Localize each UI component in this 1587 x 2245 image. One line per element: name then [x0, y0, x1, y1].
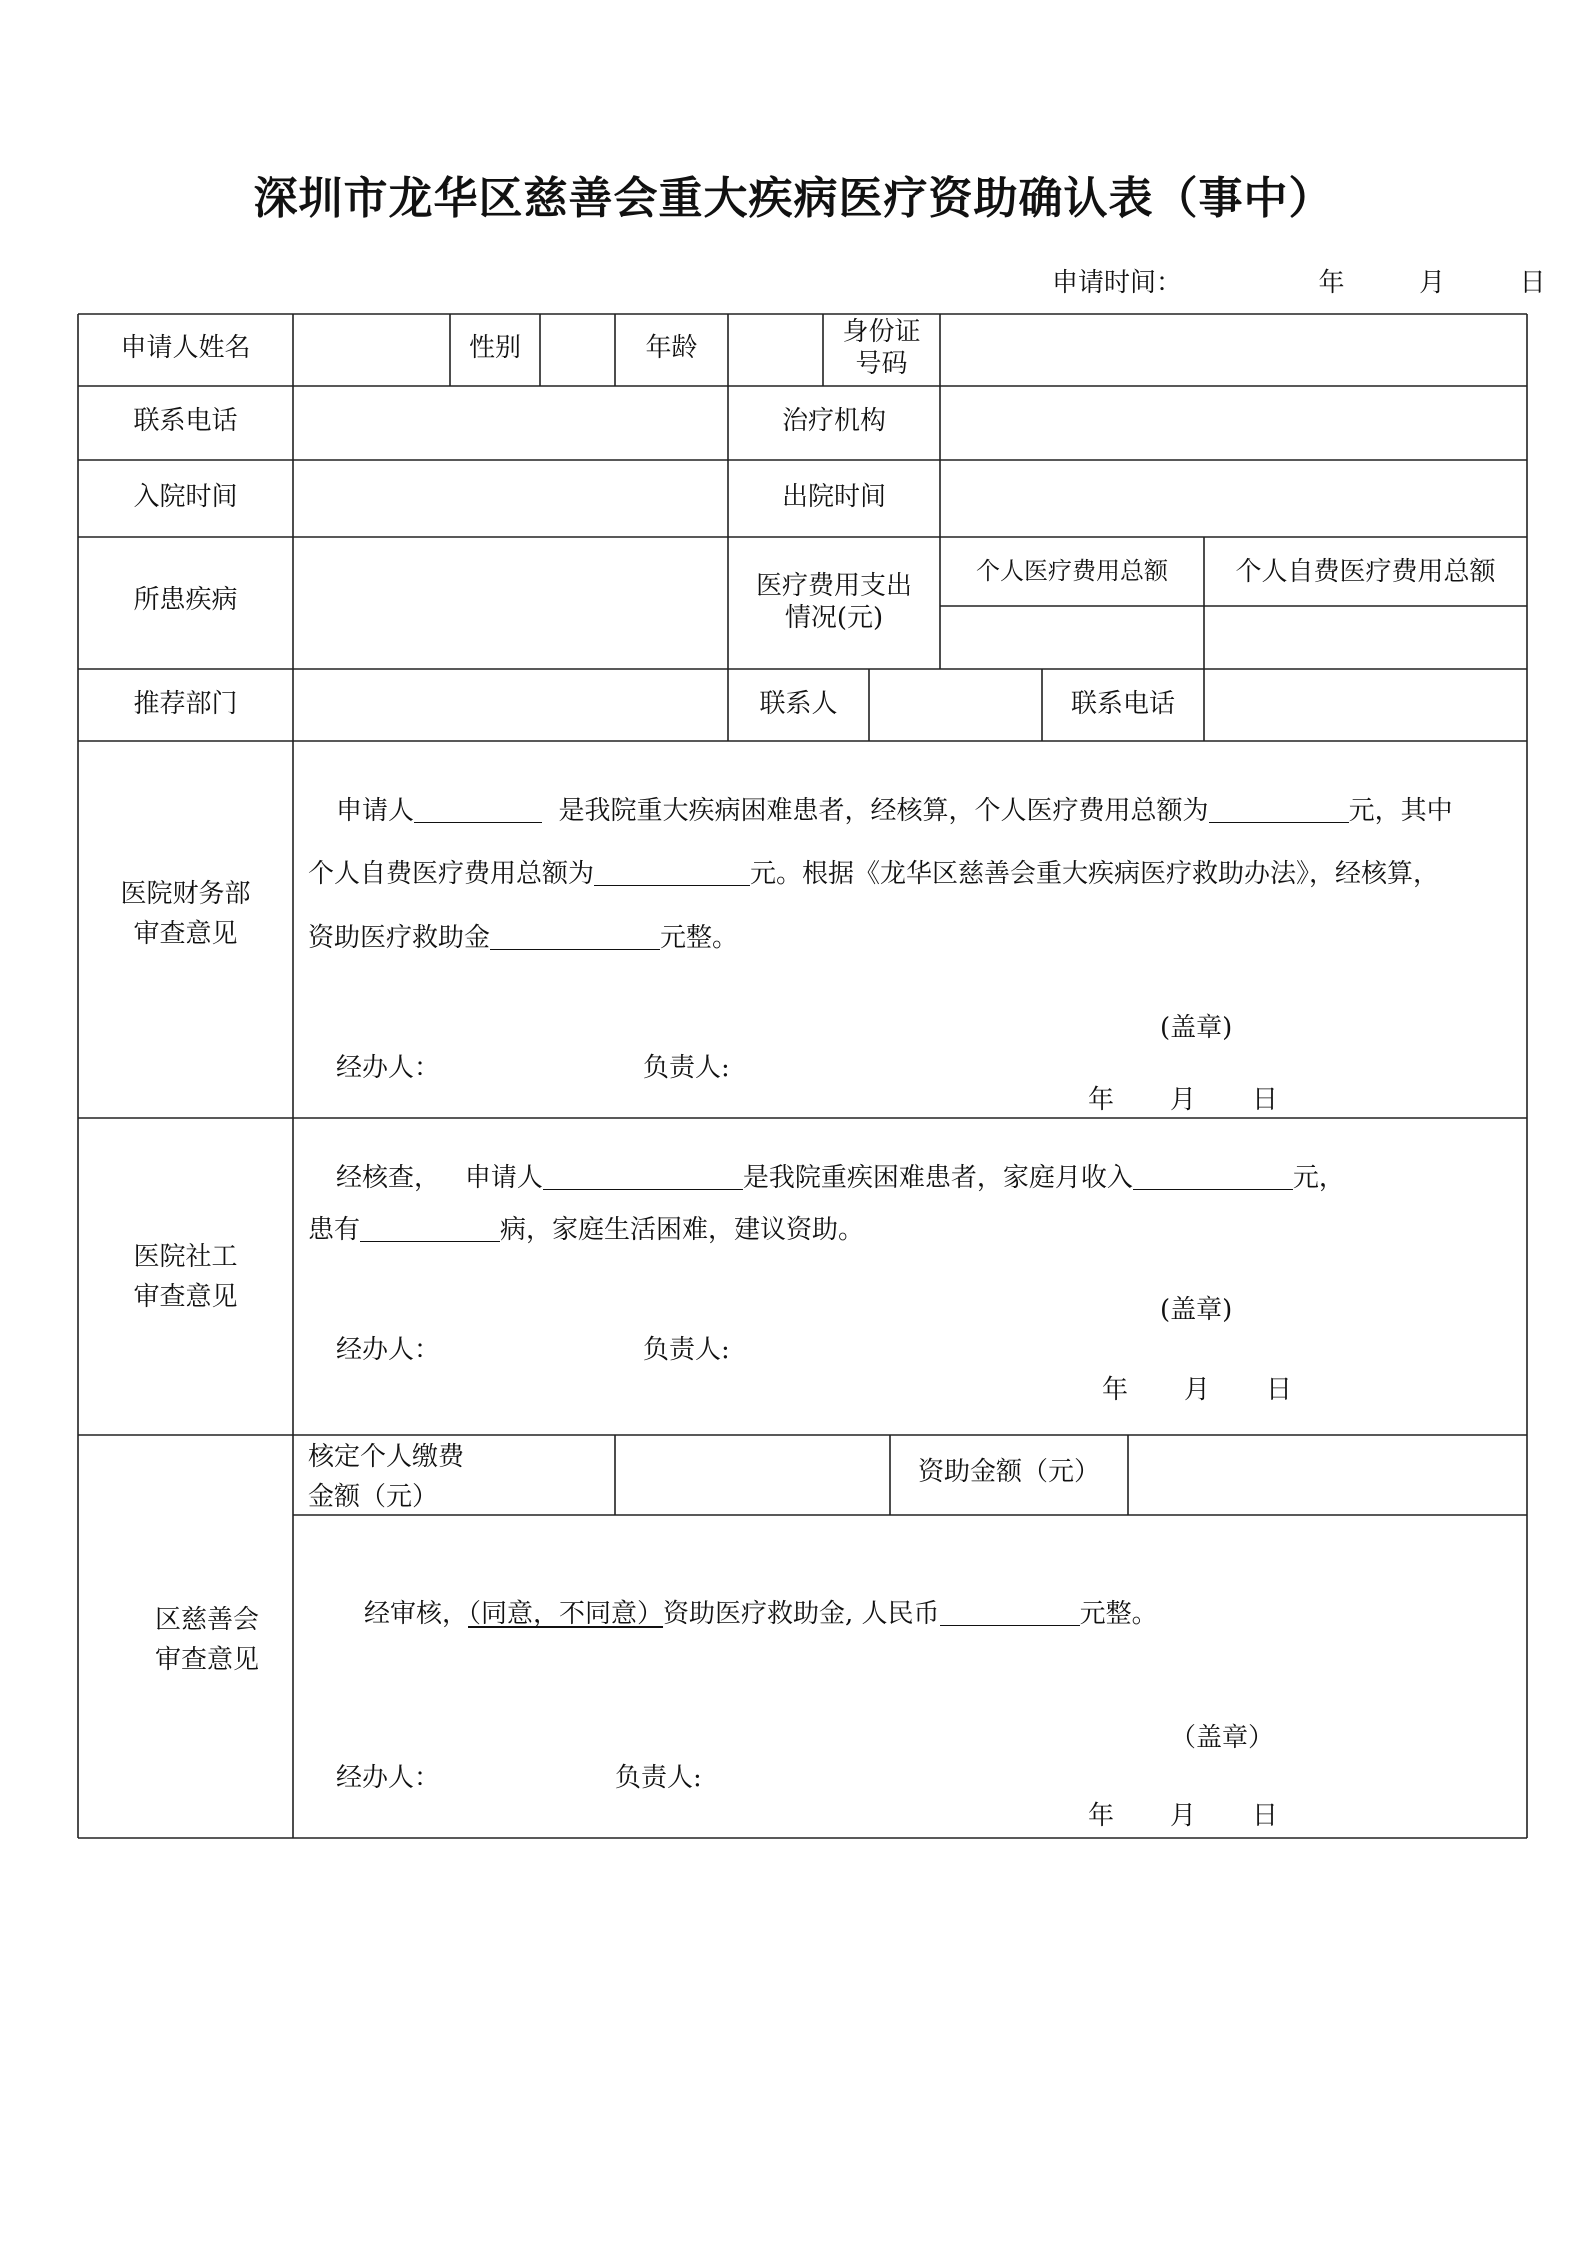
apply-time-label: 申请时间： — [1052, 268, 1183, 298]
social-review-label-line2: 审查意见 — [133, 1282, 238, 1312]
charity-review-label-line1: 区慈善会 — [154, 1605, 259, 1635]
charity-line-1 — [364, 1598, 1158, 1632]
finance-text: 个人自费医疗费用总额为 — [308, 859, 595, 889]
personal-self-pay-total-label: 个人自费医疗费用总额 — [1235, 557, 1496, 587]
date-month: 月 — [1170, 1801, 1197, 1831]
social-text: 患有 — [308, 1215, 361, 1245]
social-review-label-line1: 医院社工 — [133, 1242, 238, 1272]
finance-responsible-label: 负责人: — [643, 1053, 730, 1083]
date-month: 月 — [1419, 268, 1446, 298]
age-label: 年龄 — [645, 333, 698, 363]
charity-review-label — [132, 1600, 282, 1680]
social-text: 元， — [1292, 1163, 1345, 1193]
date-day: 日 — [1252, 1801, 1279, 1831]
approved-fee-label-line2: 金额（元） — [308, 1482, 439, 1512]
charity-text: 元整。 — [1079, 1599, 1158, 1629]
admission-time-label: 入院时间 — [133, 482, 238, 512]
charity-date — [1088, 1800, 1278, 1834]
finance-text: 是我院重大疾病困难患者，经核算，个人医疗费用总额为 — [558, 796, 1209, 826]
approved-fee-label — [308, 1437, 464, 1517]
date-day: 日 — [1252, 1085, 1279, 1115]
charity-handler-label: 经办人： — [336, 1763, 441, 1793]
finance-review-label — [78, 874, 293, 954]
aid-amount-label: 资助金额（元） — [917, 1457, 1100, 1487]
social-line-1 — [336, 1162, 1345, 1196]
date-year: 年 — [1088, 1085, 1115, 1115]
finance-text: 申请人 — [336, 796, 415, 826]
social-responsible-label: 负责人: — [643, 1335, 730, 1365]
id-number-label-line1: 身份证 — [842, 317, 921, 347]
applicant-name-label: 申请人姓名 — [120, 333, 251, 363]
finance-text: 资助医疗救助金 — [308, 923, 491, 953]
social-line-2 — [308, 1214, 864, 1248]
discharge-time-label: 出院时间 — [781, 482, 886, 512]
medical-expense-label-line1: 医疗费用支出 — [755, 571, 912, 601]
charity-seal: （盖章） — [1170, 1723, 1275, 1753]
monthly-income-blank[interactable] — [1133, 1163, 1293, 1190]
date-month: 月 — [1170, 1085, 1197, 1115]
charity-responsible-label: 负责人: — [615, 1763, 702, 1793]
contact-phone-2-label: 联系电话 — [1070, 689, 1175, 719]
rmb-amount-blank[interactable] — [940, 1599, 1080, 1626]
finance-line-3 — [308, 922, 738, 956]
personal-total-label: 个人医疗费用总额 — [976, 557, 1168, 585]
date-day: 日 — [1266, 1375, 1293, 1405]
social-text: 申请人 — [464, 1163, 543, 1193]
personal-total-blank[interactable] — [1209, 796, 1349, 823]
applicant-blank[interactable] — [414, 796, 542, 823]
finance-text: 元，其中 — [1348, 796, 1453, 826]
social-applicant-blank[interactable] — [543, 1163, 743, 1190]
medical-expense-label — [728, 570, 940, 634]
finance-review-label-line1: 医院财务部 — [120, 879, 251, 909]
social-handler-label: 经办人： — [336, 1335, 441, 1365]
recommending-dept-label: 推荐部门 — [133, 689, 238, 719]
medical-expense-label-line2: 情况(元) — [784, 603, 884, 633]
id-number-label-line2: 号码 — [855, 349, 908, 379]
social-text: 病，家庭生活困难，建议资助。 — [500, 1215, 865, 1245]
date-month: 月 — [1184, 1375, 1211, 1405]
social-text: 经核查， — [336, 1163, 441, 1193]
charity-text: 资助医疗救助金, 人民币 — [663, 1599, 940, 1629]
date-year: 年 — [1102, 1375, 1129, 1405]
id-number-label — [823, 316, 940, 380]
date-day: 日 — [1519, 268, 1546, 298]
disease-label: 所患疾病 — [133, 585, 238, 615]
self-pay-total-blank[interactable] — [594, 859, 750, 886]
contact-person-label: 联系人 — [759, 689, 838, 719]
form-title: 深圳市龙华区慈善会重大疾病医疗资助确认表（事中） — [253, 173, 1334, 224]
finance-text: 元。根据《龙华区慈善会重大疾病医疗救助办法》，经核算， — [750, 859, 1440, 889]
finance-date — [1088, 1084, 1278, 1118]
aid-amount-blank[interactable] — [490, 923, 660, 950]
finance-seal: (盖章) — [1160, 1013, 1233, 1043]
charity-text: 经审核， — [364, 1599, 469, 1629]
approved-fee-label-line1: 核定个人缴费 — [308, 1442, 465, 1472]
date-year: 年 — [1088, 1801, 1115, 1831]
treatment-institution-label: 治疗机构 — [781, 406, 886, 436]
agree-disagree-option[interactable]: （同意，不同意） — [468, 1599, 664, 1629]
finance-line-2 — [308, 858, 1439, 892]
finance-handler-label: 经办人： — [336, 1053, 441, 1083]
finance-review-label-line2: 审查意见 — [133, 919, 238, 949]
date-year: 年 — [1318, 268, 1345, 298]
charity-review-label-line2: 审查意见 — [154, 1645, 259, 1675]
finance-line-1 — [336, 795, 1453, 829]
social-text: 是我院重疾困难患者，家庭月收入 — [742, 1163, 1133, 1193]
social-review-label — [78, 1237, 293, 1317]
disease-blank[interactable] — [360, 1215, 500, 1242]
gender-label: 性别 — [468, 333, 521, 363]
finance-text: 元整。 — [660, 923, 739, 953]
contact-phone-label: 联系电话 — [133, 406, 238, 436]
social-date — [1102, 1374, 1292, 1408]
social-seal: (盖章) — [1160, 1295, 1233, 1325]
